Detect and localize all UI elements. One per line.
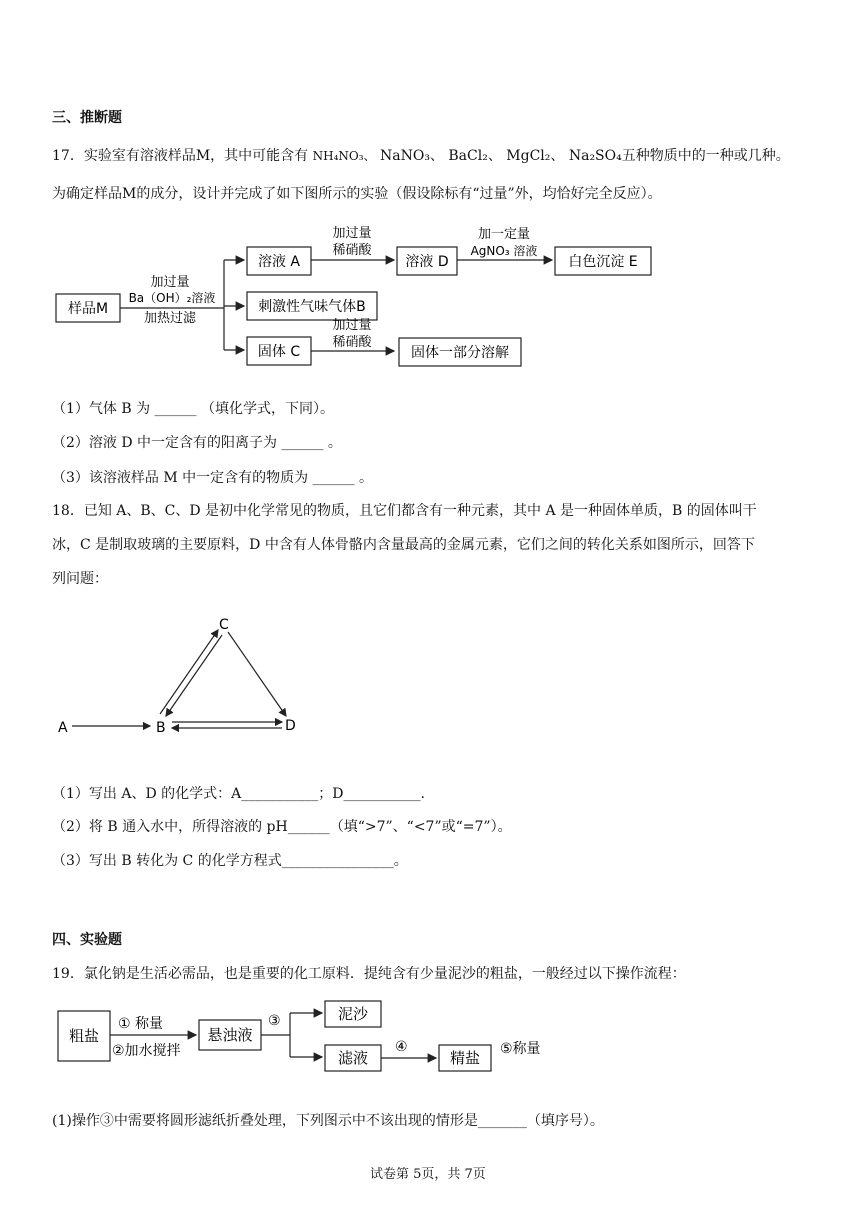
arrow-b-to-c — [160, 630, 218, 714]
label-step5: ⑤称量 — [500, 1041, 541, 1057]
label-acid1-bottom: 稀硝酸 — [332, 243, 372, 258]
q17-stem-line2: 为确定样品M的成分，设计并完成了如下图所示的实验（假设除标有“过量”外，均恰好完全反应）。 — [52, 186, 662, 202]
q18-part2: （2）将 B 通入水中，所得溶液的 pH______（填“>7”、“<7”或“=7”）。 — [52, 819, 512, 835]
label-sample-m: 样品M — [67, 301, 109, 317]
label-crude-salt: 粗盐 — [68, 1027, 100, 1045]
q17-part3: （3）该溶液样品 M 中一定含有的物质为 ______ 。 — [52, 470, 374, 486]
label-acid2-top: 加过量 — [332, 318, 372, 333]
formula-bacl2: BaCl₂、 — [448, 148, 502, 164]
label-node-d: D — [285, 718, 296, 734]
label-fine-salt: 精盐 — [449, 1049, 481, 1067]
formula-na2so4: Na₂SO₄ — [568, 148, 622, 164]
label-step1: ① 称量 — [118, 1016, 164, 1032]
label-acid2-bottom: 稀硝酸 — [332, 335, 372, 350]
q19-part1: (1)操作③中需要将圆形滤纸折叠处理，下列图示中不该出现的情形是_______（填序号）。 — [52, 1113, 604, 1129]
label-mud: 泥沙 — [337, 1005, 369, 1023]
q18-conversion-diagram — [50, 610, 320, 745]
label-partially-dissolved: 固体一部分溶解 — [411, 345, 509, 361]
label-reagent1-mid: Ba（OH）₂溶液 — [128, 291, 216, 305]
label-solution-a: 溶液 A — [257, 254, 301, 270]
label-solution-d: 溶液 D — [405, 254, 449, 270]
q17-part1: （1）气体 B 为 ______ （填化学式，下同）。 — [52, 401, 334, 417]
arrow-c-to-b — [166, 635, 222, 716]
q19-stem: 19．氯化钠是生活必需品，也是重要的化工原料．提纯含有少量泥沙的粗盐，一般经过以下操作流程： — [52, 966, 686, 982]
q17-stem-a: 17．实验室有溶液样品M，其中可能含有 — [52, 148, 309, 164]
formula-nano3: NaNO₃、 — [380, 148, 444, 164]
q18-part3: （3）写出 B 转化为 C 的化学方程式________________。 — [52, 853, 408, 869]
label-gas-b: 刺激性气味气体B — [258, 299, 366, 315]
q18-part1: （1）写出 A、D 的化学式：A___________；D___________. — [52, 786, 425, 802]
label-step2: ②加水搅拌 — [112, 1043, 181, 1059]
label-suspension: 悬浊液 — [207, 1026, 253, 1044]
label-step4: ④ — [395, 1039, 408, 1055]
label-acid1-top: 加过量 — [332, 226, 372, 241]
label-precipitate-e: 白色沉淀 E — [568, 254, 638, 270]
label-solid-c: 固体 C — [257, 344, 301, 360]
label-reagent1-top: 加过量 — [150, 275, 190, 290]
section-title-inference: 三、推断题 — [52, 110, 122, 126]
q17-part2: （2）溶液 D 中一定含有的阳离子为 ______ 。 — [52, 435, 342, 451]
label-step3: ③ — [268, 1013, 281, 1029]
q18-stem-line2: 冰，C 是制取玻璃的主要原料，D 中含有人体骨骼内含量最高的金属元素，它们之间的转化关系如图所示，回答下 — [52, 537, 755, 553]
formula-nh4no3: NH₄NO₃、 — [312, 149, 376, 163]
page-footer: 试卷第 5页，共 7页 — [370, 1167, 486, 1182]
section-title-experiment: 四、实验题 — [52, 932, 122, 948]
label-reagent2-top: 加一定量 — [477, 227, 531, 242]
formula-mgcl2: MgCl₂、 — [506, 148, 565, 164]
label-node-a: A — [58, 720, 68, 736]
label-node-c: C — [219, 617, 229, 633]
q17-stem-b: 五种物质中的一种或几种。 — [621, 148, 790, 164]
q18-stem-line3: 列问题： — [52, 571, 108, 587]
label-reagent1-bottom: 加热过滤 — [143, 311, 197, 326]
q19-flow-diagram — [52, 995, 562, 1085]
q17-flow-diagram — [52, 220, 672, 380]
label-node-b: B — [156, 720, 166, 736]
label-filtrate: 滤液 — [337, 1049, 369, 1067]
label-reagent2-bottom: AgNO₃ 溶液 — [470, 244, 538, 258]
q18-stem-line1: 18．已知 A、B、C、D 是初中化学常见的物质，且它们都含有一种元素，其中 A 是一种固体单质，B 的固体叫干 — [52, 503, 757, 519]
arrow-c-to-d — [228, 632, 286, 716]
q17-stem-line1 — [52, 145, 790, 165]
